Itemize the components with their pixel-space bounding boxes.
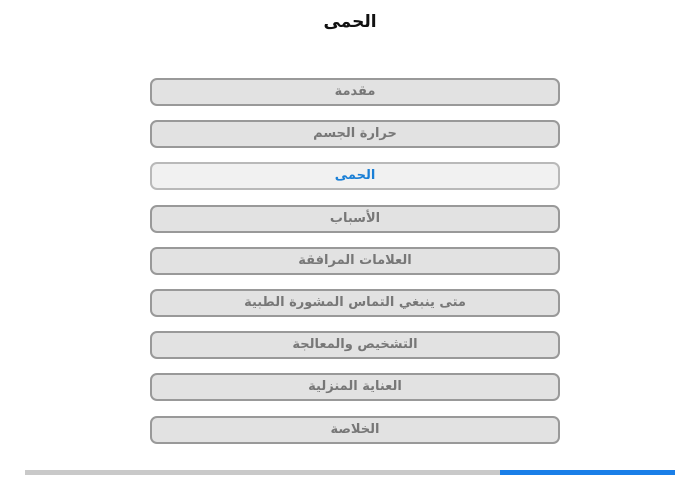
menu-item-summary[interactable]: الخلاصة xyxy=(150,416,560,444)
menu-item-associated-signs[interactable]: العلامات المرافقة xyxy=(150,247,560,275)
progress-bar xyxy=(25,470,675,475)
menu-item-when-to-seek-advice[interactable]: متى ينبغي التماس المشورة الطبية xyxy=(150,289,560,317)
menu-item-body-temperature[interactable]: حرارة الجسم xyxy=(150,120,560,148)
menu-item-introduction[interactable]: مقدمة xyxy=(150,78,560,106)
menu-item-home-care[interactable]: العناية المنزلية xyxy=(150,373,560,401)
menu-item-causes[interactable]: الأسباب xyxy=(150,205,560,233)
progress-bar-fill xyxy=(500,470,676,475)
page-title: الحمى xyxy=(323,12,377,32)
chapter-menu xyxy=(150,78,560,458)
menu-item-fever[interactable]: الحمى xyxy=(150,162,560,190)
menu-item-diagnosis-treatment[interactable]: التشخيص والمعالجة xyxy=(150,331,560,359)
